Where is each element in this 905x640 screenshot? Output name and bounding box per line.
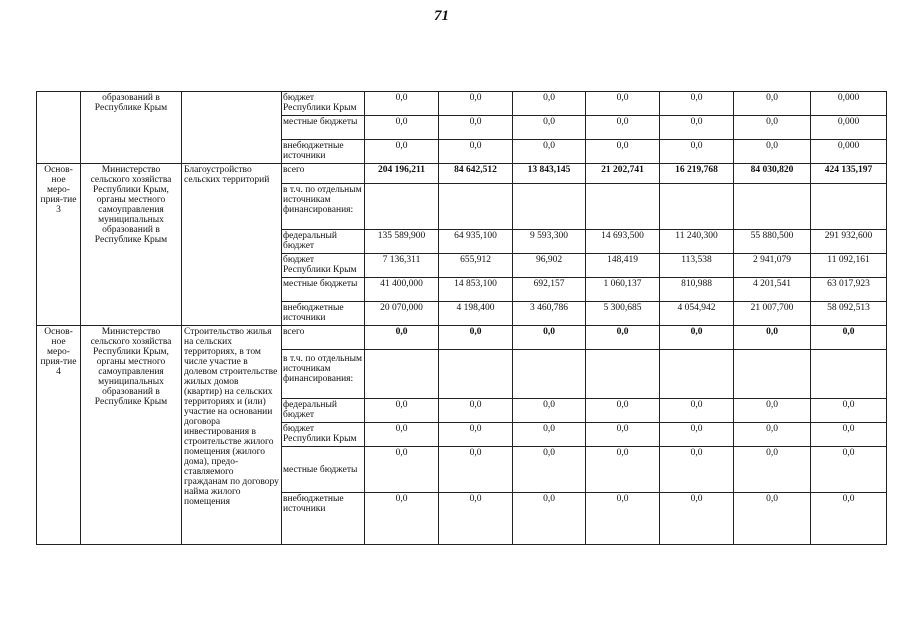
- value-cell: 0,0: [586, 140, 660, 164]
- value-cell: 0,0: [734, 92, 811, 116]
- value-cell: 20 070,000: [365, 302, 439, 326]
- value-cell: 9 593,300: [513, 230, 586, 254]
- value-cell: 0,0: [811, 447, 887, 493]
- value-cell: 0,0: [660, 493, 734, 545]
- value-cell: 0,0: [439, 423, 513, 447]
- value-cell: 0,0: [586, 447, 660, 493]
- value-cell: [439, 350, 513, 399]
- value-cell: 0,0: [660, 326, 734, 350]
- value-cell: [439, 184, 513, 230]
- value-cell: 0,0: [365, 493, 439, 545]
- responsible-cell: Министерство сельского хозяйства Республики Крым, органы местного самоуправления муниципальных образований в Республике Крым: [81, 326, 182, 545]
- value-cell: 0,0: [660, 92, 734, 116]
- value-cell: 0,0: [660, 447, 734, 493]
- value-cell: 0,0: [586, 116, 660, 140]
- value-cell: 0,0: [660, 140, 734, 164]
- value-cell: 11 240,300: [660, 230, 734, 254]
- value-cell: 11 092,161: [811, 254, 887, 278]
- value-cell: 0,0: [439, 493, 513, 545]
- activity-id-cell: Основ-ное меро-прия-тие 3: [37, 164, 81, 326]
- source-cell: местные бюджеты: [282, 278, 365, 302]
- value-cell: 41 400,000: [365, 278, 439, 302]
- value-cell: 0,0: [365, 423, 439, 447]
- value-cell: 692,157: [513, 278, 586, 302]
- value-cell: 55 880,500: [734, 230, 811, 254]
- value-cell: 0,0: [734, 493, 811, 545]
- value-cell: 14 853,100: [439, 278, 513, 302]
- value-cell: 0,0: [439, 447, 513, 493]
- value-cell: 0,0: [811, 326, 887, 350]
- cont-id-cell: [37, 92, 81, 164]
- value-cell: 63 017,923: [811, 278, 887, 302]
- value-cell: 0,0: [439, 399, 513, 423]
- source-cell: всего: [282, 164, 365, 184]
- value-cell: 0,0: [365, 399, 439, 423]
- value-cell: 0,0: [365, 326, 439, 350]
- value-cell: 2 941,079: [734, 254, 811, 278]
- value-cell: 0,0: [811, 423, 887, 447]
- value-cell: 0,0: [734, 140, 811, 164]
- value-cell: 0,0: [439, 92, 513, 116]
- value-cell: 0,0: [734, 447, 811, 493]
- value-cell: 0,0: [513, 447, 586, 493]
- value-cell: 4 201,541: [734, 278, 811, 302]
- page-number: 71: [434, 8, 449, 24]
- value-cell: 113,538: [660, 254, 734, 278]
- value-cell: 58 092,513: [811, 302, 887, 326]
- value-cell: 3 460,786: [513, 302, 586, 326]
- activity-id-cell: Основ-ное меро-прия-тие 4: [37, 326, 81, 545]
- value-cell: [734, 184, 811, 230]
- value-cell: 424 135,197: [811, 164, 887, 184]
- value-cell: [811, 184, 887, 230]
- value-cell: 84 030,820: [734, 164, 811, 184]
- value-cell: [586, 350, 660, 399]
- value-cell: 0,000: [811, 92, 887, 116]
- value-cell: 0,000: [811, 140, 887, 164]
- value-cell: 135 589,900: [365, 230, 439, 254]
- value-cell: 0,0: [660, 423, 734, 447]
- source-cell: федеральный бюджет: [282, 230, 365, 254]
- value-cell: 7 136,311: [365, 254, 439, 278]
- responsible-cell: Министерство сельского хозяйства Республики Крым, органы местного самоуправления муниципальных образований в Республике Крым: [81, 164, 182, 326]
- value-cell: [365, 184, 439, 230]
- value-cell: 148,419: [586, 254, 660, 278]
- funding-table: [36, 91, 887, 545]
- value-cell: 14 693,500: [586, 230, 660, 254]
- value-cell: 0,0: [660, 399, 734, 423]
- value-cell: [811, 350, 887, 399]
- value-cell: 0,0: [513, 423, 586, 447]
- source-cell: внебюджетные источники: [282, 302, 365, 326]
- value-cell: 0,0: [513, 326, 586, 350]
- value-cell: 0,0: [439, 326, 513, 350]
- table-row: [37, 164, 887, 184]
- value-cell: [513, 184, 586, 230]
- value-cell: 0,0: [513, 116, 586, 140]
- value-cell: 0,0: [365, 92, 439, 116]
- value-cell: [660, 184, 734, 230]
- value-cell: 0,0: [660, 116, 734, 140]
- table-row: [37, 92, 887, 116]
- value-cell: 0,0: [513, 92, 586, 116]
- value-cell: 0,0: [734, 423, 811, 447]
- value-cell: 0,0: [734, 116, 811, 140]
- value-cell: 655,912: [439, 254, 513, 278]
- value-cell: 0,0: [586, 399, 660, 423]
- value-cell: [365, 350, 439, 399]
- value-cell: 4 198,400: [439, 302, 513, 326]
- value-cell: 0,0: [439, 116, 513, 140]
- value-cell: [734, 350, 811, 399]
- value-cell: 0,000: [811, 116, 887, 140]
- value-cell: 13 843,145: [513, 164, 586, 184]
- table-row: [37, 326, 887, 350]
- source-cell: всего: [282, 326, 365, 350]
- value-cell: 16 219,768: [660, 164, 734, 184]
- value-cell: 5 300,685: [586, 302, 660, 326]
- source-cell: местные бюджеты: [282, 447, 365, 493]
- value-cell: 0,0: [586, 493, 660, 545]
- value-cell: 0,0: [586, 423, 660, 447]
- source-cell: в т.ч. по отдельным источникам финансирования:: [282, 184, 365, 230]
- source-cell: в т.ч. по отдельным источникам финансирования:: [282, 350, 365, 399]
- value-cell: 4 054,942: [660, 302, 734, 326]
- source-cell: бюджет Республики Крым: [282, 254, 365, 278]
- cont-responsible-cell: образований в Республике Крым: [81, 92, 182, 164]
- value-cell: 0,0: [586, 326, 660, 350]
- cont-name-cell: [182, 92, 282, 164]
- source-cell: бюджет Республики Крым: [282, 423, 365, 447]
- value-cell: 21 202,741: [586, 164, 660, 184]
- value-cell: 0,0: [439, 140, 513, 164]
- value-cell: 64 935,100: [439, 230, 513, 254]
- value-cell: 0,0: [513, 140, 586, 164]
- value-cell: 0,0: [513, 399, 586, 423]
- value-cell: [513, 350, 586, 399]
- value-cell: 810,988: [660, 278, 734, 302]
- source-cell: внебюджетные источники: [282, 493, 365, 545]
- value-cell: 0,0: [811, 493, 887, 545]
- value-cell: 0,0: [365, 447, 439, 493]
- value-cell: [586, 184, 660, 230]
- value-cell: 0,0: [365, 140, 439, 164]
- value-cell: 291 932,600: [811, 230, 887, 254]
- value-cell: 21 007,700: [734, 302, 811, 326]
- source-cell: внебюджетные источники: [282, 140, 365, 164]
- value-cell: 0,0: [365, 116, 439, 140]
- source-cell: федеральный бюджет: [282, 399, 365, 423]
- value-cell: 0,0: [513, 493, 586, 545]
- value-cell: 0,0: [734, 326, 811, 350]
- value-cell: 0,0: [811, 399, 887, 423]
- value-cell: 84 642,512: [439, 164, 513, 184]
- source-cell: местные бюджеты: [282, 116, 365, 140]
- value-cell: 96,902: [513, 254, 586, 278]
- activity-name-cell: Строительство жилья на сельских территориях, в том числе участие в долевом строительстве жилых домов (квартир) на сельских территориях и (или) участие на основании договора инвестирования в строительстве жилого помещения (жилого дома), предо-ставляемого гражданам по договору найма жилого помещения: [182, 326, 282, 545]
- value-cell: [660, 350, 734, 399]
- value-cell: 1 060,137: [586, 278, 660, 302]
- value-cell: 0,0: [586, 92, 660, 116]
- value-cell: 0,0: [734, 399, 811, 423]
- activity-name-cell: Благоустройство сельских территорий: [182, 164, 282, 326]
- source-cell: бюджет Республики Крым: [282, 92, 365, 116]
- value-cell: 204 196,211: [365, 164, 439, 184]
